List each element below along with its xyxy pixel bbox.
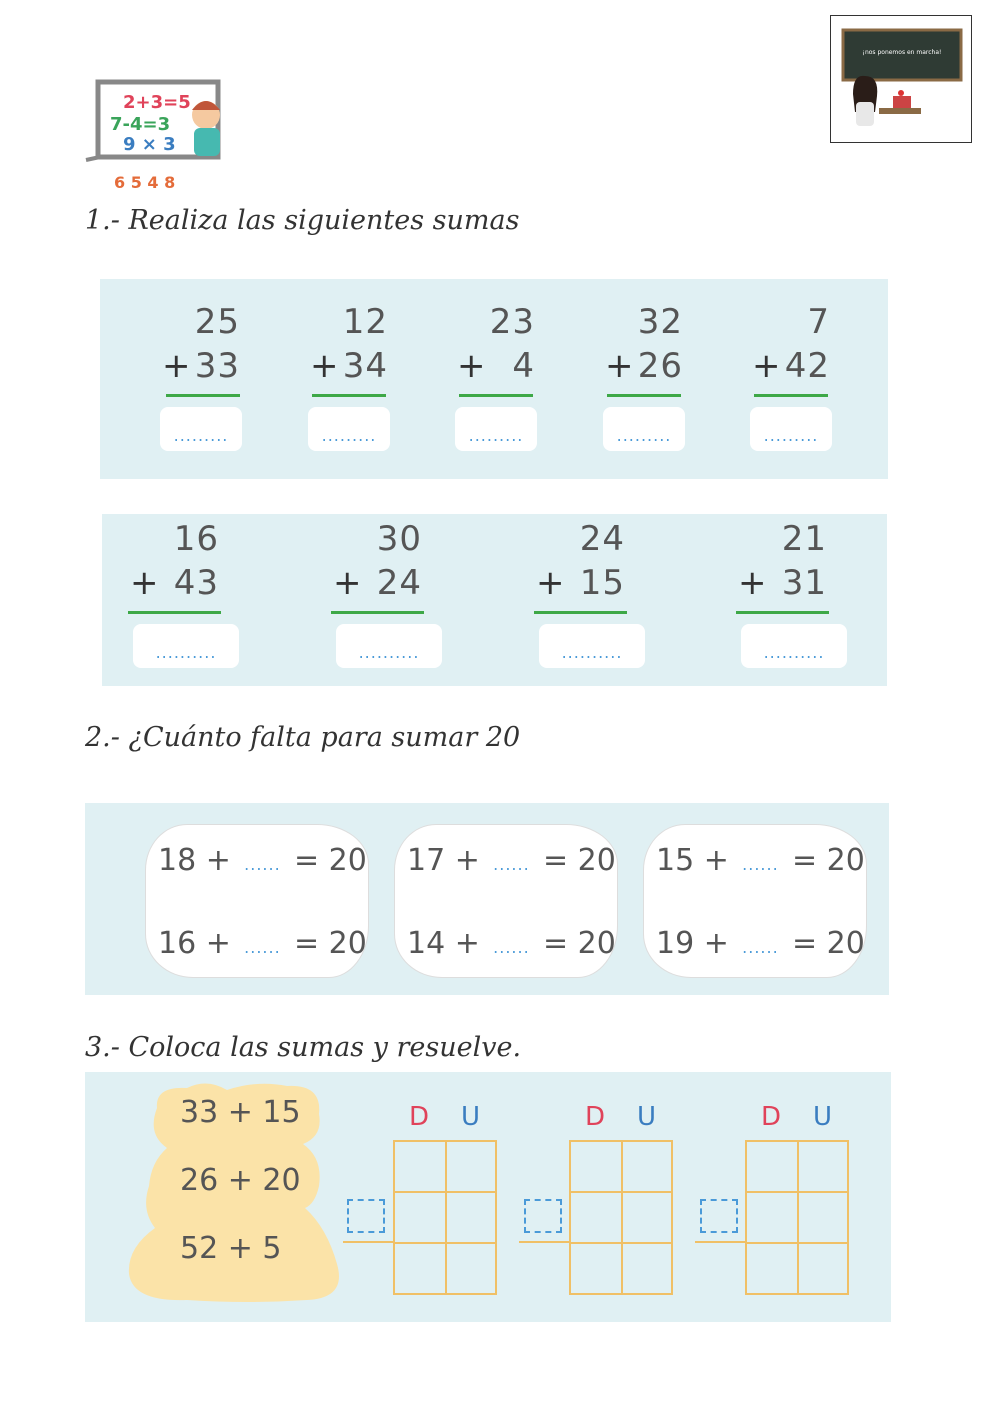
tens-label: D <box>761 1102 782 1132</box>
tens-label: D <box>585 1102 606 1132</box>
sum-bottom-number: 15 <box>579 563 625 603</box>
units-label: U <box>461 1102 481 1132</box>
equation: 19 + ...... = 20 <box>656 926 865 961</box>
missing-addend-box <box>643 824 867 978</box>
sum-expression: 26 + 20 <box>180 1163 301 1198</box>
answer-field[interactable]: .......... <box>133 624 239 668</box>
equation: 16 + ...... = 20 <box>158 926 367 961</box>
place-value-grid[interactable] <box>393 1140 497 1295</box>
chalkboard-text: ¡nos ponemos en marcha! <box>862 49 942 56</box>
answer-field[interactable]: ......... <box>603 407 685 451</box>
section-3-title: 3.- Coloca las sumas y resuelve. <box>85 1032 522 1063</box>
sum-bottom-number: 26 <box>637 346 683 386</box>
sum-bottom-number: 24 <box>376 563 422 603</box>
vertical-sum: 25 + 33 ......... <box>160 300 240 451</box>
units-label: U <box>637 1102 657 1132</box>
equation: 15 + ...... = 20 <box>656 843 865 878</box>
missing-addend-box <box>394 824 618 978</box>
answer-field[interactable]: ......... <box>455 407 537 451</box>
sum-bottom-number: 33 <box>194 346 240 386</box>
sum-expression: 52 + 5 <box>180 1231 282 1266</box>
vertical-sum: 21 + 31 .......... <box>736 517 831 668</box>
sum-top-number: 24 <box>579 519 625 559</box>
equation: 18 + ...... = 20 <box>158 843 367 878</box>
sum-expression: 33 + 15 <box>180 1095 301 1130</box>
blank-field[interactable]: ...... <box>244 855 281 874</box>
sum-top-number: 12 <box>342 302 388 342</box>
answer-field[interactable]: ......... <box>160 407 242 451</box>
teacher-illustration <box>830 15 972 143</box>
vertical-sum: 23 + 4 ......... <box>455 300 535 451</box>
equation: 17 + ...... = 20 <box>407 843 616 878</box>
answer-field[interactable]: ......... <box>750 407 832 451</box>
vertical-sum: 32 + 26 ......... <box>603 300 683 451</box>
math-kid-illustration <box>78 60 243 195</box>
answer-field[interactable]: .......... <box>336 624 442 668</box>
carry-box[interactable] <box>524 1199 562 1233</box>
section-1-title: 1.- Realiza las siguientes sumas <box>85 205 520 236</box>
tens-label: D <box>409 1102 430 1132</box>
sum-bottom-number: 43 <box>173 563 219 603</box>
missing-addend-box <box>145 824 369 978</box>
section-2-title: 2.- ¿Cuánto falta para sumar 20 <box>85 722 521 753</box>
board-line-2: 7-4=3 <box>110 114 171 135</box>
blank-field[interactable]: ...... <box>244 938 281 957</box>
vertical-sum: 24 + 15 .......... <box>534 517 629 668</box>
carry-box[interactable] <box>347 1199 385 1233</box>
sum-top-number: 32 <box>637 302 683 342</box>
blank-field[interactable]: ...... <box>493 855 530 874</box>
sum-bottom-number: 31 <box>781 563 827 603</box>
vertical-sum: 16 + 43 .......... <box>128 517 223 668</box>
equation: 14 + ...... = 20 <box>407 926 616 961</box>
sum-top-number: 21 <box>781 519 827 559</box>
blank-field[interactable]: ...... <box>742 938 779 957</box>
answer-field[interactable]: .......... <box>741 624 847 668</box>
sum-top-number: 16 <box>173 519 219 559</box>
sum-top-number: 23 <box>489 302 535 342</box>
answer-field[interactable]: .......... <box>539 624 645 668</box>
place-value-grid[interactable] <box>745 1140 849 1295</box>
sum-top-number: 30 <box>376 519 422 559</box>
board-line-3: 9 × 3 <box>123 134 176 155</box>
carry-box[interactable] <box>700 1199 738 1233</box>
answer-field[interactable]: ......... <box>308 407 390 451</box>
vertical-sum: 30 + 24 .......... <box>331 517 426 668</box>
place-value-grid[interactable] <box>569 1140 673 1295</box>
sum-top-number: 25 <box>194 302 240 342</box>
blank-field[interactable]: ...... <box>742 855 779 874</box>
blank-field[interactable]: ...... <box>493 938 530 957</box>
board-line-1: 2+3=5 <box>123 92 191 113</box>
sum-bottom-number: 42 <box>784 346 830 386</box>
sum-bottom-number: 4 <box>512 346 535 386</box>
svg-text:6 5 4 8: 6 5 4 8 <box>114 173 176 192</box>
vertical-sum: 7 + 42 ......... <box>750 300 830 451</box>
units-label: U <box>813 1102 833 1132</box>
sum-top-number: 7 <box>807 302 830 342</box>
vertical-sum: 12 + 34 ......... <box>308 300 388 451</box>
sum-bottom-number: 34 <box>342 346 388 386</box>
